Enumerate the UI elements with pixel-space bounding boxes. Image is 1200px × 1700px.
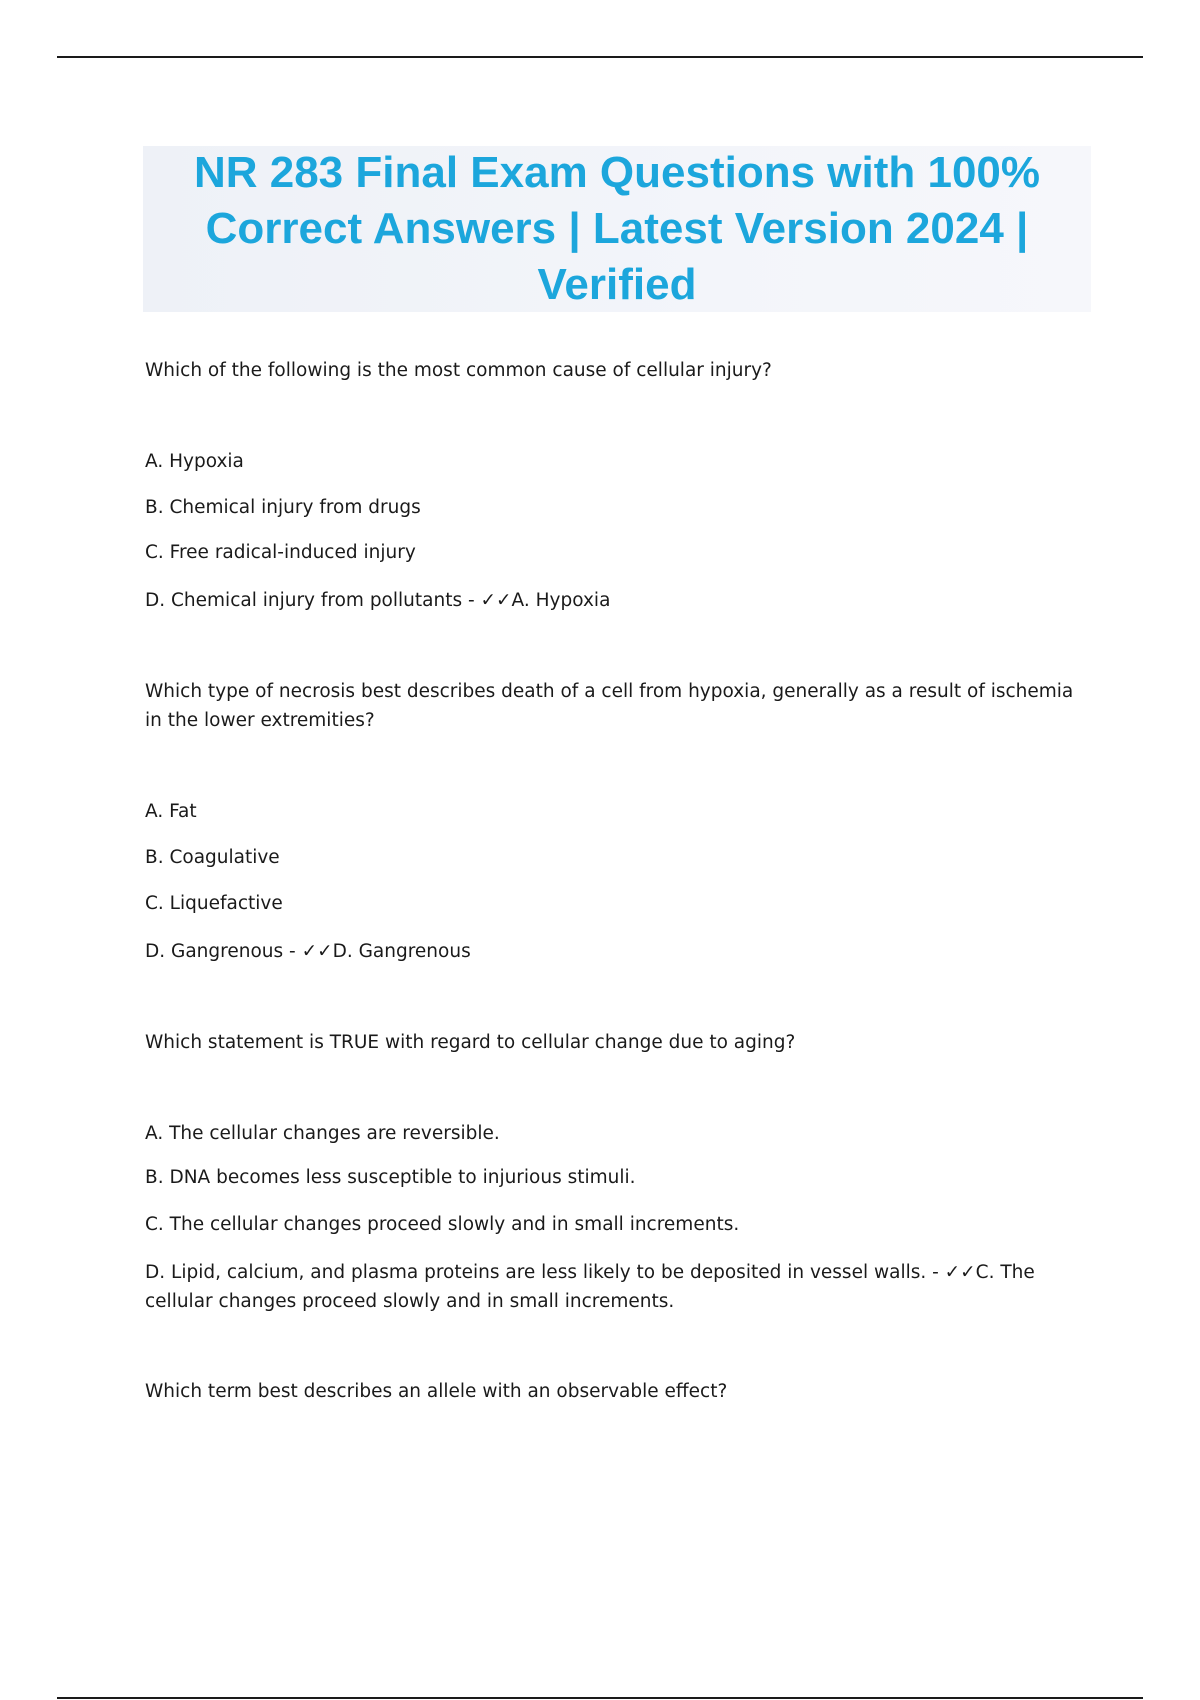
question-1-option-c: C. Free radical-induced injury <box>145 542 416 563</box>
question-3-option-c: C. The cellular changes proceed slowly and in small increments. <box>145 1214 740 1235</box>
question-3-option-b: B. DNA becomes less susceptible to injurious stimuli. <box>145 1167 636 1188</box>
question-4-text: Which term best describes an allele with an observable effect? <box>145 1381 728 1402</box>
question-3-text: Which statement is TRUE with regard to cellular change due to aging? <box>145 1032 796 1053</box>
question-1-option-a: A. Hypoxia <box>145 451 244 472</box>
question-2-option-c: C. Liquefactive <box>145 893 283 914</box>
document-title: NR 283 Final Exam Questions with 100% Correct Answers | Latest Version 2024 | Verified <box>193 148 1041 309</box>
question-2-option-b: B. Coagulative <box>145 847 280 868</box>
bottom-rule <box>57 1697 1143 1699</box>
question-2-option-d-answer: D. Gangrenous - ✓✓D. Gangrenous <box>145 941 471 962</box>
question-1-option-b: B. Chemical injury from drugs <box>145 497 421 518</box>
question-3-option-a: A. The cellular changes are reversible. <box>145 1123 500 1144</box>
question-3-option-d-answer: D. Lipid, calcium, and plasma proteins are less likely to be deposited in vessel walls. - ✓✓C. The cellular changes proceed slowly and in small increments. <box>145 1262 1035 1312</box>
question-2-text: Which type of necrosis best describes death of a cell from hypoxia, generally as a result of ischemia in the lower extremities? <box>145 681 1074 731</box>
question-1-option-d-answer: D. Chemical injury from pollutants - ✓✓A. Hypoxia <box>145 590 611 611</box>
question-1-text: Which of the following is the most common cause of cellular injury? <box>145 360 772 381</box>
question-2-option-a: A. Fat <box>145 801 197 822</box>
title-block <box>143 146 1091 312</box>
top-rule <box>57 56 1143 58</box>
